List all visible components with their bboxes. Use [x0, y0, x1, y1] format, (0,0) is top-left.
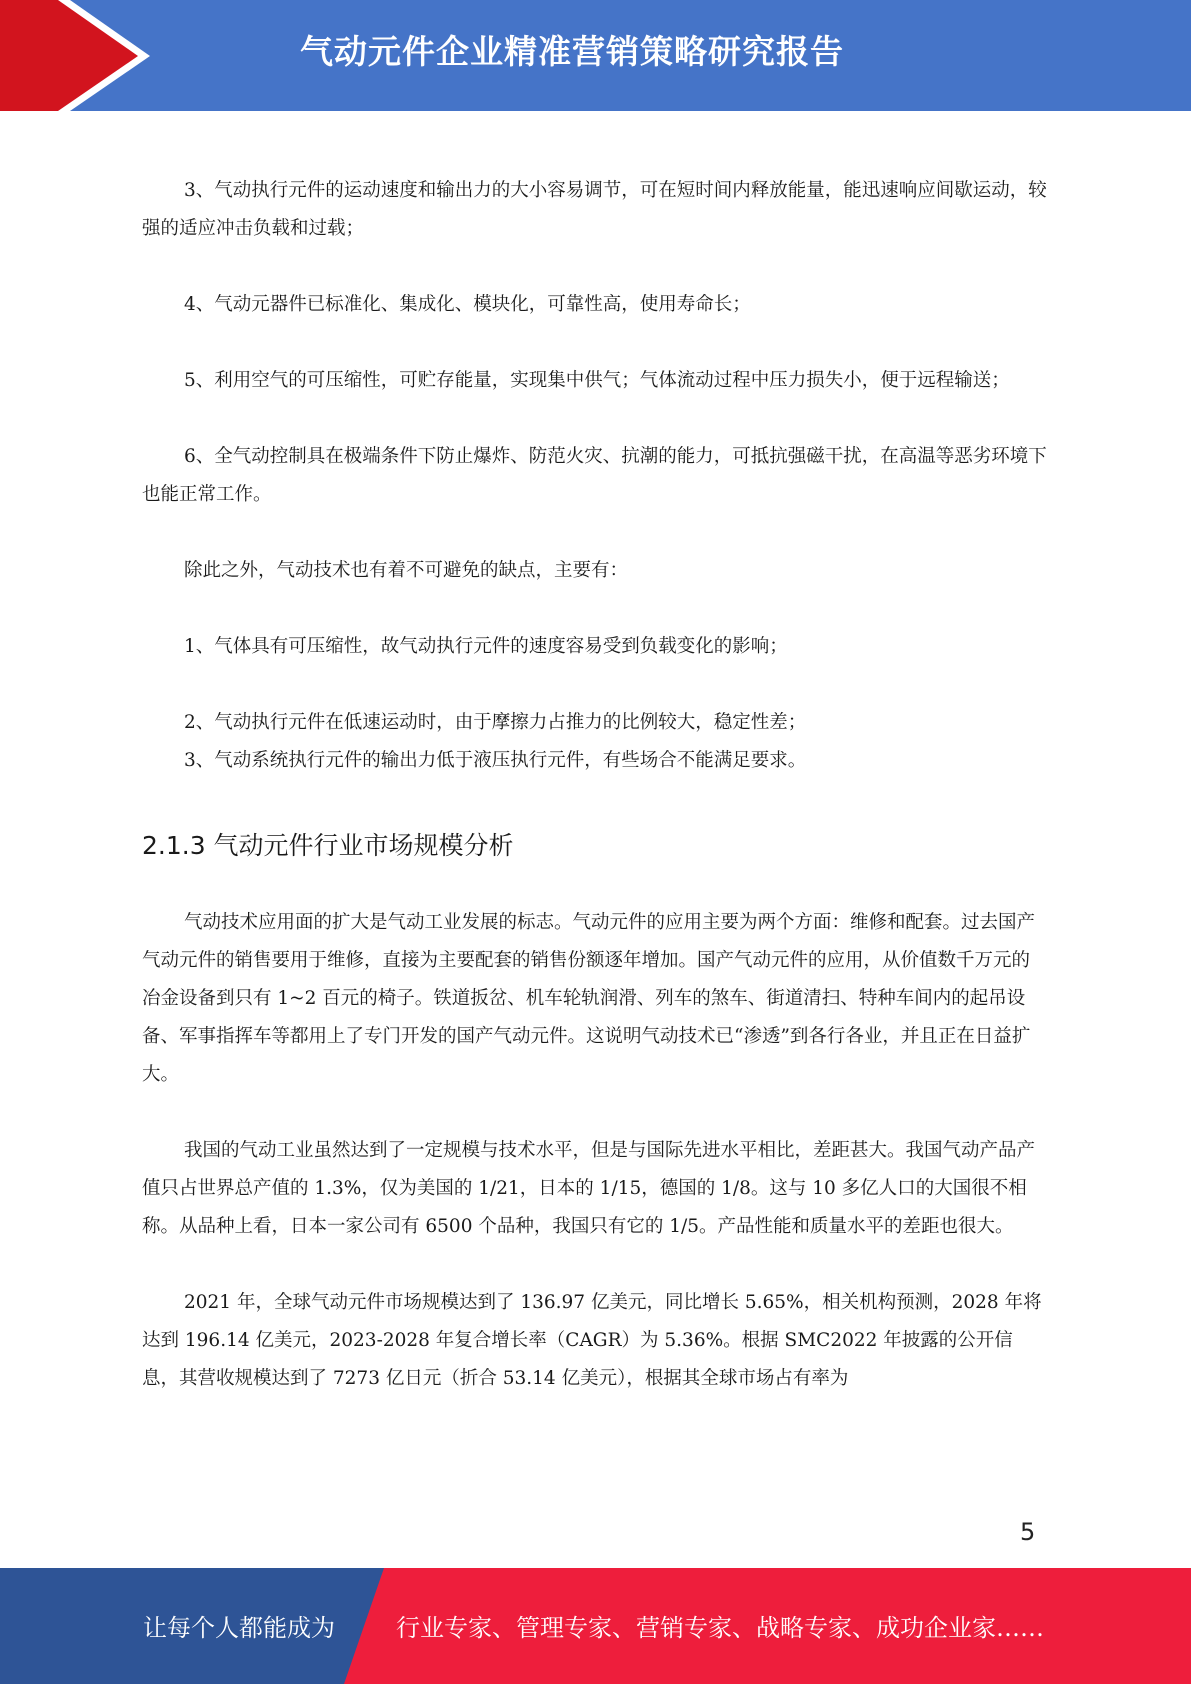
section-heading: 2.1.3 气动元件行业市场规模分析 — [142, 831, 514, 860]
report-title: 气动元件企业精准营销策略研究报告 — [300, 32, 844, 71]
footer-slogan-left: 让每个人都能成为 — [143, 1614, 335, 1642]
paragraph-advantage-3: 3、气动执行元件的运动速度和输出力的大小容易调节，可在短时间内释放能量，能迅速响应间歇运动，较强的适应冲击负载和过载； — [142, 180, 1047, 239]
document-body — [142, 172, 1048, 1398]
paragraph-advantage-6: 6、全气动控制具在极端条件下防止爆炸、防范火灾、抗潮的能力，可抵抗强磁干扰，在高温等恶劣环境下也能正常工作。 — [142, 446, 1047, 505]
footer-slogan-right: 行业专家、管理专家、营销专家、战略专家、成功企业家…… — [396, 1614, 1044, 1642]
paragraph-market-size: 2021 年，全球气动元件市场规模达到了 136.97 亿美元，同比增长 5.65%，相关机构预测，2028 年将达到 196.14 亿美元，2023-2028 年复合增长率（CAGR）为 5.36%。根据 SMC2022 年披露的公开信息，其营收规模达到了 7273 亿日元（折合 53.14 亿美元），根据其全球市场占有率为 — [142, 1292, 1042, 1389]
paragraph-disadvantage-2: 2、气动执行元件在低速运动时，由于摩擦力占推力的比例较大，稳定性差； — [184, 712, 807, 733]
paragraph-disadvantage-intro: 除此之外，气动技术也有着不可避免的缺点，主要有： — [184, 560, 629, 581]
page-number: 5 — [1020, 1518, 1036, 1546]
paragraph-industry-gap: 我国的气动工业虽然达到了一定规模与技术水平，但是与国际先进水平相比，差距甚大。我国气动产品产值只占世界总产值的 1.3%，仅为美国的 1/21，日本的 1/15，德国的 1/8。这与 10 多亿人口的大国很不相称。从品种上看，日本一家公司有 6500 个品种，我国只有它的 1/5。产品性能和质量水平的差距也很大。 — [142, 1140, 1036, 1237]
paragraph-disadvantage-3: 3、气动系统执行元件的输出力低于液压执行元件，有些场合不能满足要求。 — [184, 750, 807, 771]
paragraph-advantage-4: 4、气动元器件已标准化、集成化、模块化，可靠性高，使用寿命长； — [184, 294, 751, 315]
paragraph-advantage-5: 5、利用空气的可压缩性，可贮存能量，实现集中供气；气体流动过程中压力损失小，便于远程输送； — [184, 370, 1010, 391]
paragraph-disadvantage-1: 1、气体具有可压缩性，故气动执行元件的速度容易受到负载变化的影响； — [184, 636, 788, 657]
page-header — [0, 0, 1191, 111]
page-footer — [0, 1568, 1191, 1684]
paragraph-application-scope: 气动技术应用面的扩大是气动工业发展的标志。气动元件的应用主要为两个方面：维修和配套。过去国产气动元件的销售要用于维修，直接为主要配套的销售份额逐年增加。国产气动元件的应用，从价值数千万元的冶金设备到只有 1~2 百元的椅子。铁道扳岔、机车轮轨润滑、列车的煞车、街道清扫、特种车间内的起吊设备、军事指挥车等都用上了专门开发的国产气动元件。这说明气动技术已“渗透”到各行各业，并且正在日益扩大。 — [142, 912, 1036, 1085]
